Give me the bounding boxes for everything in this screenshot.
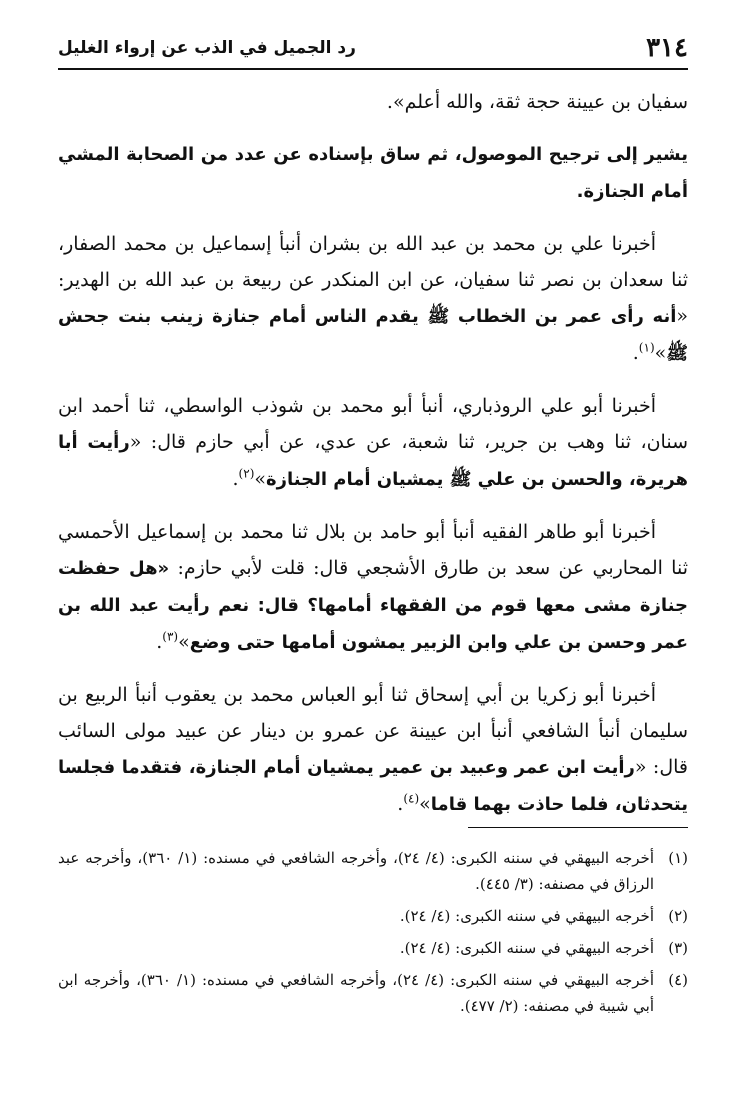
page-header bbox=[58, 28, 688, 70]
bold-quote: أنه رأى عمر بن الخطاب ﷺ يقدم الناس أمام جنازة زينب بنت جحش ﷺ bbox=[58, 306, 688, 364]
paragraph-bold bbox=[58, 136, 688, 210]
footnote bbox=[58, 845, 688, 897]
footnote bbox=[58, 903, 688, 929]
quote-close: » bbox=[178, 631, 190, 653]
paragraph-text: أخبرنا علي بن محمد بن عبد الله بن بشران أنبأ إسماعيل بن محمد الصفار، ثنا سعدان بن نصر ثنا سفيان، عن ابن المنكدر عن ربيعة بن عبد الله بن الهدير: « bbox=[58, 233, 688, 327]
period: . bbox=[156, 631, 163, 653]
paragraph-text: سفيان بن عيينة حجة ثقة، والله أعلم». bbox=[386, 91, 688, 113]
paragraph-text: أخبرنا أبو طاهر الفقيه أنبأ أبو حامد بن بلال ثنا محمد بن إسماعيل الأحمسي ثنا المحاربي عن سعد بن طارق الأشجعي قال: قلت لأبي حازم: bbox=[58, 521, 688, 579]
period: . bbox=[232, 468, 239, 490]
bold-text: يشير إلى ترجيح الموصول، ثم ساق بإسناده عن عدد من الصحابة المشي أمام الجنازة. bbox=[58, 144, 688, 202]
footnote-ref[interactable]: (٢) bbox=[238, 466, 255, 481]
footnote-ref[interactable]: (٤) bbox=[403, 791, 420, 806]
paragraph bbox=[58, 677, 688, 823]
footnote-number: (٤) bbox=[668, 971, 688, 989]
main-text bbox=[58, 84, 688, 823]
quote-close: » bbox=[654, 342, 667, 364]
footnote-text: أخرجه البيهقي في سننه الكبرى: (٤/ ٢٤). bbox=[399, 939, 654, 957]
footnote-divider bbox=[468, 827, 688, 828]
footnote bbox=[58, 935, 688, 961]
paragraph bbox=[58, 226, 688, 372]
footnote-text: أخرجه البيهقي في سننه الكبرى: (٤/ ٢٤). bbox=[399, 907, 654, 925]
footnote-ref[interactable]: (٣) bbox=[162, 629, 179, 644]
quote-close: » bbox=[254, 468, 266, 490]
footnote-number: (١) bbox=[668, 849, 688, 867]
bold-quote: رأيت أبا هريرة، والحسن بن علي ﷺ يمشيان أمام الجنازة bbox=[58, 432, 688, 490]
footnote-ref[interactable]: (١) bbox=[638, 340, 655, 355]
page-number: ٣١٤ bbox=[646, 33, 688, 63]
footnote-number: (٣) bbox=[668, 939, 688, 957]
footnote-text: أخرجه البيهقي في سننه الكبرى: (٤/ ٢٤)، وأخرجه الشافعي في مسنده: (١/ ٣٦٠)، وأخرجه عبد الرزاق في مصنفه: (٣/ ٤٤٥). bbox=[58, 849, 654, 893]
footnote bbox=[58, 967, 688, 1019]
paragraph bbox=[58, 84, 688, 120]
paragraph-text: أخبرنا أبو زكريا بن أبي إسحاق ثنا أبو العباس محمد بن يعقوب أنبأ الربيع بن سليمان أنبأ الشافعي أنبأ ابن عيينة عن عمرو بن دينار عن عبيد مولى السائب قال: « bbox=[58, 684, 688, 778]
paragraph bbox=[58, 514, 688, 661]
quote-close: » bbox=[419, 793, 431, 815]
footnotes bbox=[58, 845, 688, 1025]
footnote-text: أخرجه البيهقي في سننه الكبرى: (٤/ ٢٤)، وأخرجه الشافعي في مسنده: (١/ ٣٦٠)، وأخرجه ابن أبي شيبة في مصنفه: (٢/ ٤٧٧). bbox=[58, 971, 654, 1015]
period: . bbox=[397, 793, 404, 815]
period: . bbox=[632, 342, 639, 364]
bold-quote: «هل حفظت جنازة مشى معها قوم من الفقهاء أمامها؟ قال: نعم رأيت عبد الله بن عمر وحسن بن علي وابن الزبير يمشون أمامها حتى وضع bbox=[58, 558, 688, 653]
paragraph-text: أخبرنا أبو علي الروذباري، أنبأ أبو محمد بن شوذب الواسطي، ثنا أحمد ابن سنان، ثنا وهب بن جرير، ثنا شعبة، عن عدي، عن أبي حازم قال: « bbox=[58, 395, 689, 453]
running-title: رد الجميل في الذب عن إرواء الغليل bbox=[58, 38, 356, 58]
footnote-number: (٢) bbox=[668, 907, 688, 925]
bold-quote: رأيت ابن عمر وعبيد بن عمير يمشيان أمام الجنازة، فتقدما فجلسا يتحدثان، فلما حاذت بهما قاما bbox=[58, 757, 688, 815]
paragraph bbox=[58, 388, 688, 498]
